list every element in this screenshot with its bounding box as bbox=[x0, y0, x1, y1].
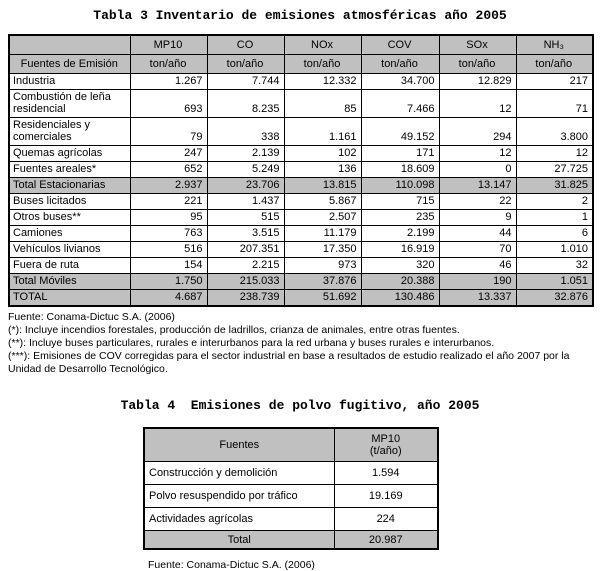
value-cell: 2.507 bbox=[284, 210, 361, 226]
value-cell: 294 bbox=[439, 118, 516, 146]
table-row bbox=[144, 508, 438, 531]
row-label: Camiones bbox=[9, 226, 130, 242]
column-header-line1: MP10 bbox=[371, 433, 401, 445]
value-cell: 224 bbox=[334, 508, 438, 531]
unit-cell: ton/año bbox=[284, 55, 361, 74]
table-row bbox=[9, 226, 593, 242]
value-cell: 13.815 bbox=[284, 178, 361, 194]
value-cell: 235 bbox=[361, 210, 439, 226]
table-row bbox=[144, 462, 438, 485]
value-cell: 1.010 bbox=[516, 242, 593, 258]
column-header: COV bbox=[361, 35, 439, 55]
value-cell: 130.486 bbox=[361, 290, 439, 307]
grand-total-row bbox=[9, 290, 593, 307]
table4-source: Fuente: Conama-Dictuc S.A. (2006) bbox=[148, 559, 315, 571]
column-header: SOx bbox=[439, 35, 516, 55]
total-row bbox=[144, 531, 438, 550]
value-cell: 154 bbox=[130, 258, 207, 274]
value-cell: 171 bbox=[361, 146, 439, 162]
value-cell: 27.725 bbox=[516, 162, 593, 178]
value-cell: 7.744 bbox=[207, 74, 284, 90]
table3-notes bbox=[8, 311, 594, 376]
value-cell: 5.867 bbox=[284, 194, 361, 210]
header-row-pollutants bbox=[9, 35, 593, 55]
value-cell: 1 bbox=[516, 210, 593, 226]
footnote-3: (***): Emisiones de COV corregidas para el sector industrial en base a resultados de estudio realizado el año 2007 por la Unidad de Desarrollo Tecnológico. bbox=[8, 350, 570, 375]
value-cell: 19.169 bbox=[334, 485, 438, 508]
value-cell: 1.267 bbox=[130, 74, 207, 90]
row-label: Otros buses** bbox=[9, 210, 130, 226]
value-cell: 85 bbox=[284, 90, 361, 118]
value-cell: 221 bbox=[130, 194, 207, 210]
value-cell: 1.437 bbox=[207, 194, 284, 210]
footnote-1: (*): Incluye incendios forestales, producción de ladrillos, crianza de animales, entre otras fuentes. bbox=[8, 324, 460, 336]
value-cell: 32 bbox=[516, 258, 593, 274]
value-cell: 7.466 bbox=[361, 90, 439, 118]
value-cell: 79 bbox=[130, 118, 207, 146]
column-header bbox=[334, 428, 438, 462]
unit-cell: ton/año bbox=[439, 55, 516, 74]
table-row bbox=[144, 485, 438, 508]
unit-cell: ton/año bbox=[207, 55, 284, 74]
column-header-line2: (t/año) bbox=[369, 445, 402, 457]
row-label: Quemas agrícolas bbox=[9, 146, 130, 162]
value-cell: 190 bbox=[439, 274, 516, 290]
table-row bbox=[9, 90, 593, 118]
header-row-units bbox=[9, 55, 593, 74]
value-cell: 51.692 bbox=[284, 290, 361, 307]
value-cell: 715 bbox=[361, 194, 439, 210]
row-label: Industria bbox=[9, 74, 130, 90]
row-label: Total Móviles bbox=[9, 274, 130, 290]
value-cell: 516 bbox=[130, 242, 207, 258]
value-cell: 12 bbox=[516, 146, 593, 162]
value-cell: 37.876 bbox=[284, 274, 361, 290]
emissions-inventory-table bbox=[8, 34, 594, 307]
value-cell: 2.139 bbox=[207, 146, 284, 162]
table-row bbox=[9, 146, 593, 162]
row-label: Polvo resuspendido por tráfico bbox=[144, 485, 334, 508]
value-cell: 12 bbox=[439, 146, 516, 162]
value-cell: 338 bbox=[207, 118, 284, 146]
row-label: Buses licitados bbox=[9, 194, 130, 210]
value-cell: 12 bbox=[439, 90, 516, 118]
header-row bbox=[144, 428, 438, 462]
table-row bbox=[9, 118, 593, 146]
value-cell: 247 bbox=[130, 146, 207, 162]
value-cell: 9 bbox=[439, 210, 516, 226]
row-label: TOTAL bbox=[9, 290, 130, 307]
row-label: Combustión de leña residencial bbox=[9, 90, 130, 118]
column-header: CO bbox=[207, 35, 284, 55]
value-cell: 49.152 bbox=[361, 118, 439, 146]
value-cell: 1.594 bbox=[334, 462, 438, 485]
value-cell: 136 bbox=[284, 162, 361, 178]
column-header: NOx bbox=[284, 35, 361, 55]
fugitive-dust-table bbox=[143, 427, 439, 550]
column-header: MP10 bbox=[130, 35, 207, 55]
header-empty-cell bbox=[9, 35, 130, 55]
value-cell: 320 bbox=[361, 258, 439, 274]
value-cell: 215.033 bbox=[207, 274, 284, 290]
value-cell: 207.351 bbox=[207, 242, 284, 258]
value-cell: 23.706 bbox=[207, 178, 284, 194]
row-label: Total Estacionarias bbox=[9, 178, 130, 194]
row-label: Total bbox=[144, 531, 334, 550]
value-cell: 6 bbox=[516, 226, 593, 242]
value-cell: 17.350 bbox=[284, 242, 361, 258]
value-cell: 2.199 bbox=[361, 226, 439, 242]
table-row bbox=[9, 194, 593, 210]
value-cell: 13.337 bbox=[439, 290, 516, 307]
total-estacionarias-row bbox=[9, 178, 593, 194]
value-cell: 20.388 bbox=[361, 274, 439, 290]
value-cell: 102 bbox=[284, 146, 361, 162]
value-cell: 4.687 bbox=[130, 290, 207, 307]
column-header: Fuentes bbox=[144, 428, 334, 462]
column-header: NH₃ bbox=[516, 35, 593, 55]
value-cell: 20.987 bbox=[334, 531, 438, 550]
value-cell: 3.800 bbox=[516, 118, 593, 146]
footnote-2: (**): Incluye buses particulares, rurales e interurbanos para la red urbana y buses rurales e interurbanos. bbox=[8, 337, 495, 349]
unit-cell: ton/año bbox=[361, 55, 439, 74]
row-label: Fuentes areales* bbox=[9, 162, 130, 178]
value-cell: 693 bbox=[130, 90, 207, 118]
total-moviles-row bbox=[9, 274, 593, 290]
table3-title: Tabla 3 Inventario de emisiones atmosféricas año 2005 bbox=[93, 8, 507, 23]
table4-title: Tabla 4 Emisiones de polvo fugitivo, año 2005 bbox=[120, 398, 480, 413]
value-cell: 110.098 bbox=[361, 178, 439, 194]
value-cell: 22 bbox=[439, 194, 516, 210]
value-cell: 31.825 bbox=[516, 178, 593, 194]
unit-cell: ton/año bbox=[516, 55, 593, 74]
value-cell: 11.179 bbox=[284, 226, 361, 242]
value-cell: 5.249 bbox=[207, 162, 284, 178]
table-row bbox=[9, 74, 593, 90]
value-cell: 70 bbox=[439, 242, 516, 258]
value-cell: 1.161 bbox=[284, 118, 361, 146]
value-cell: 1.051 bbox=[516, 274, 593, 290]
row-label: Construcción y demolición bbox=[144, 462, 334, 485]
value-cell: 973 bbox=[284, 258, 361, 274]
value-cell: 217 bbox=[516, 74, 593, 90]
value-cell: 12.332 bbox=[284, 74, 361, 90]
value-cell: 46 bbox=[439, 258, 516, 274]
value-cell: 16.919 bbox=[361, 242, 439, 258]
value-cell: 12.829 bbox=[439, 74, 516, 90]
unit-cell: ton/año bbox=[130, 55, 207, 74]
value-cell: 2.215 bbox=[207, 258, 284, 274]
value-cell: 763 bbox=[130, 226, 207, 242]
row-label: Actividades agrícolas bbox=[144, 508, 334, 531]
value-cell: 515 bbox=[207, 210, 284, 226]
row-group-header: Fuentes de Emisión bbox=[9, 55, 130, 74]
table-row bbox=[9, 258, 593, 274]
value-cell: 71 bbox=[516, 90, 593, 118]
value-cell: 238.739 bbox=[207, 290, 284, 307]
value-cell: 18.609 bbox=[361, 162, 439, 178]
value-cell: 44 bbox=[439, 226, 516, 242]
table3-source: Fuente: Conama-Dictuc S.A. (2006) bbox=[8, 311, 175, 323]
value-cell: 8.235 bbox=[207, 90, 284, 118]
value-cell: 0 bbox=[439, 162, 516, 178]
value-cell: 652 bbox=[130, 162, 207, 178]
row-label: Residenciales y comerciales bbox=[9, 118, 130, 146]
value-cell: 3.515 bbox=[207, 226, 284, 242]
row-label: Fuera de ruta bbox=[9, 258, 130, 274]
value-cell: 13.147 bbox=[439, 178, 516, 194]
value-cell: 2 bbox=[516, 194, 593, 210]
table-row bbox=[9, 210, 593, 226]
value-cell: 2.937 bbox=[130, 178, 207, 194]
table-row bbox=[9, 242, 593, 258]
value-cell: 32.876 bbox=[516, 290, 593, 307]
table-row bbox=[9, 162, 593, 178]
value-cell: 34.700 bbox=[361, 74, 439, 90]
value-cell: 1.750 bbox=[130, 274, 207, 290]
value-cell: 95 bbox=[130, 210, 207, 226]
row-label: Vehículos livianos bbox=[9, 242, 130, 258]
